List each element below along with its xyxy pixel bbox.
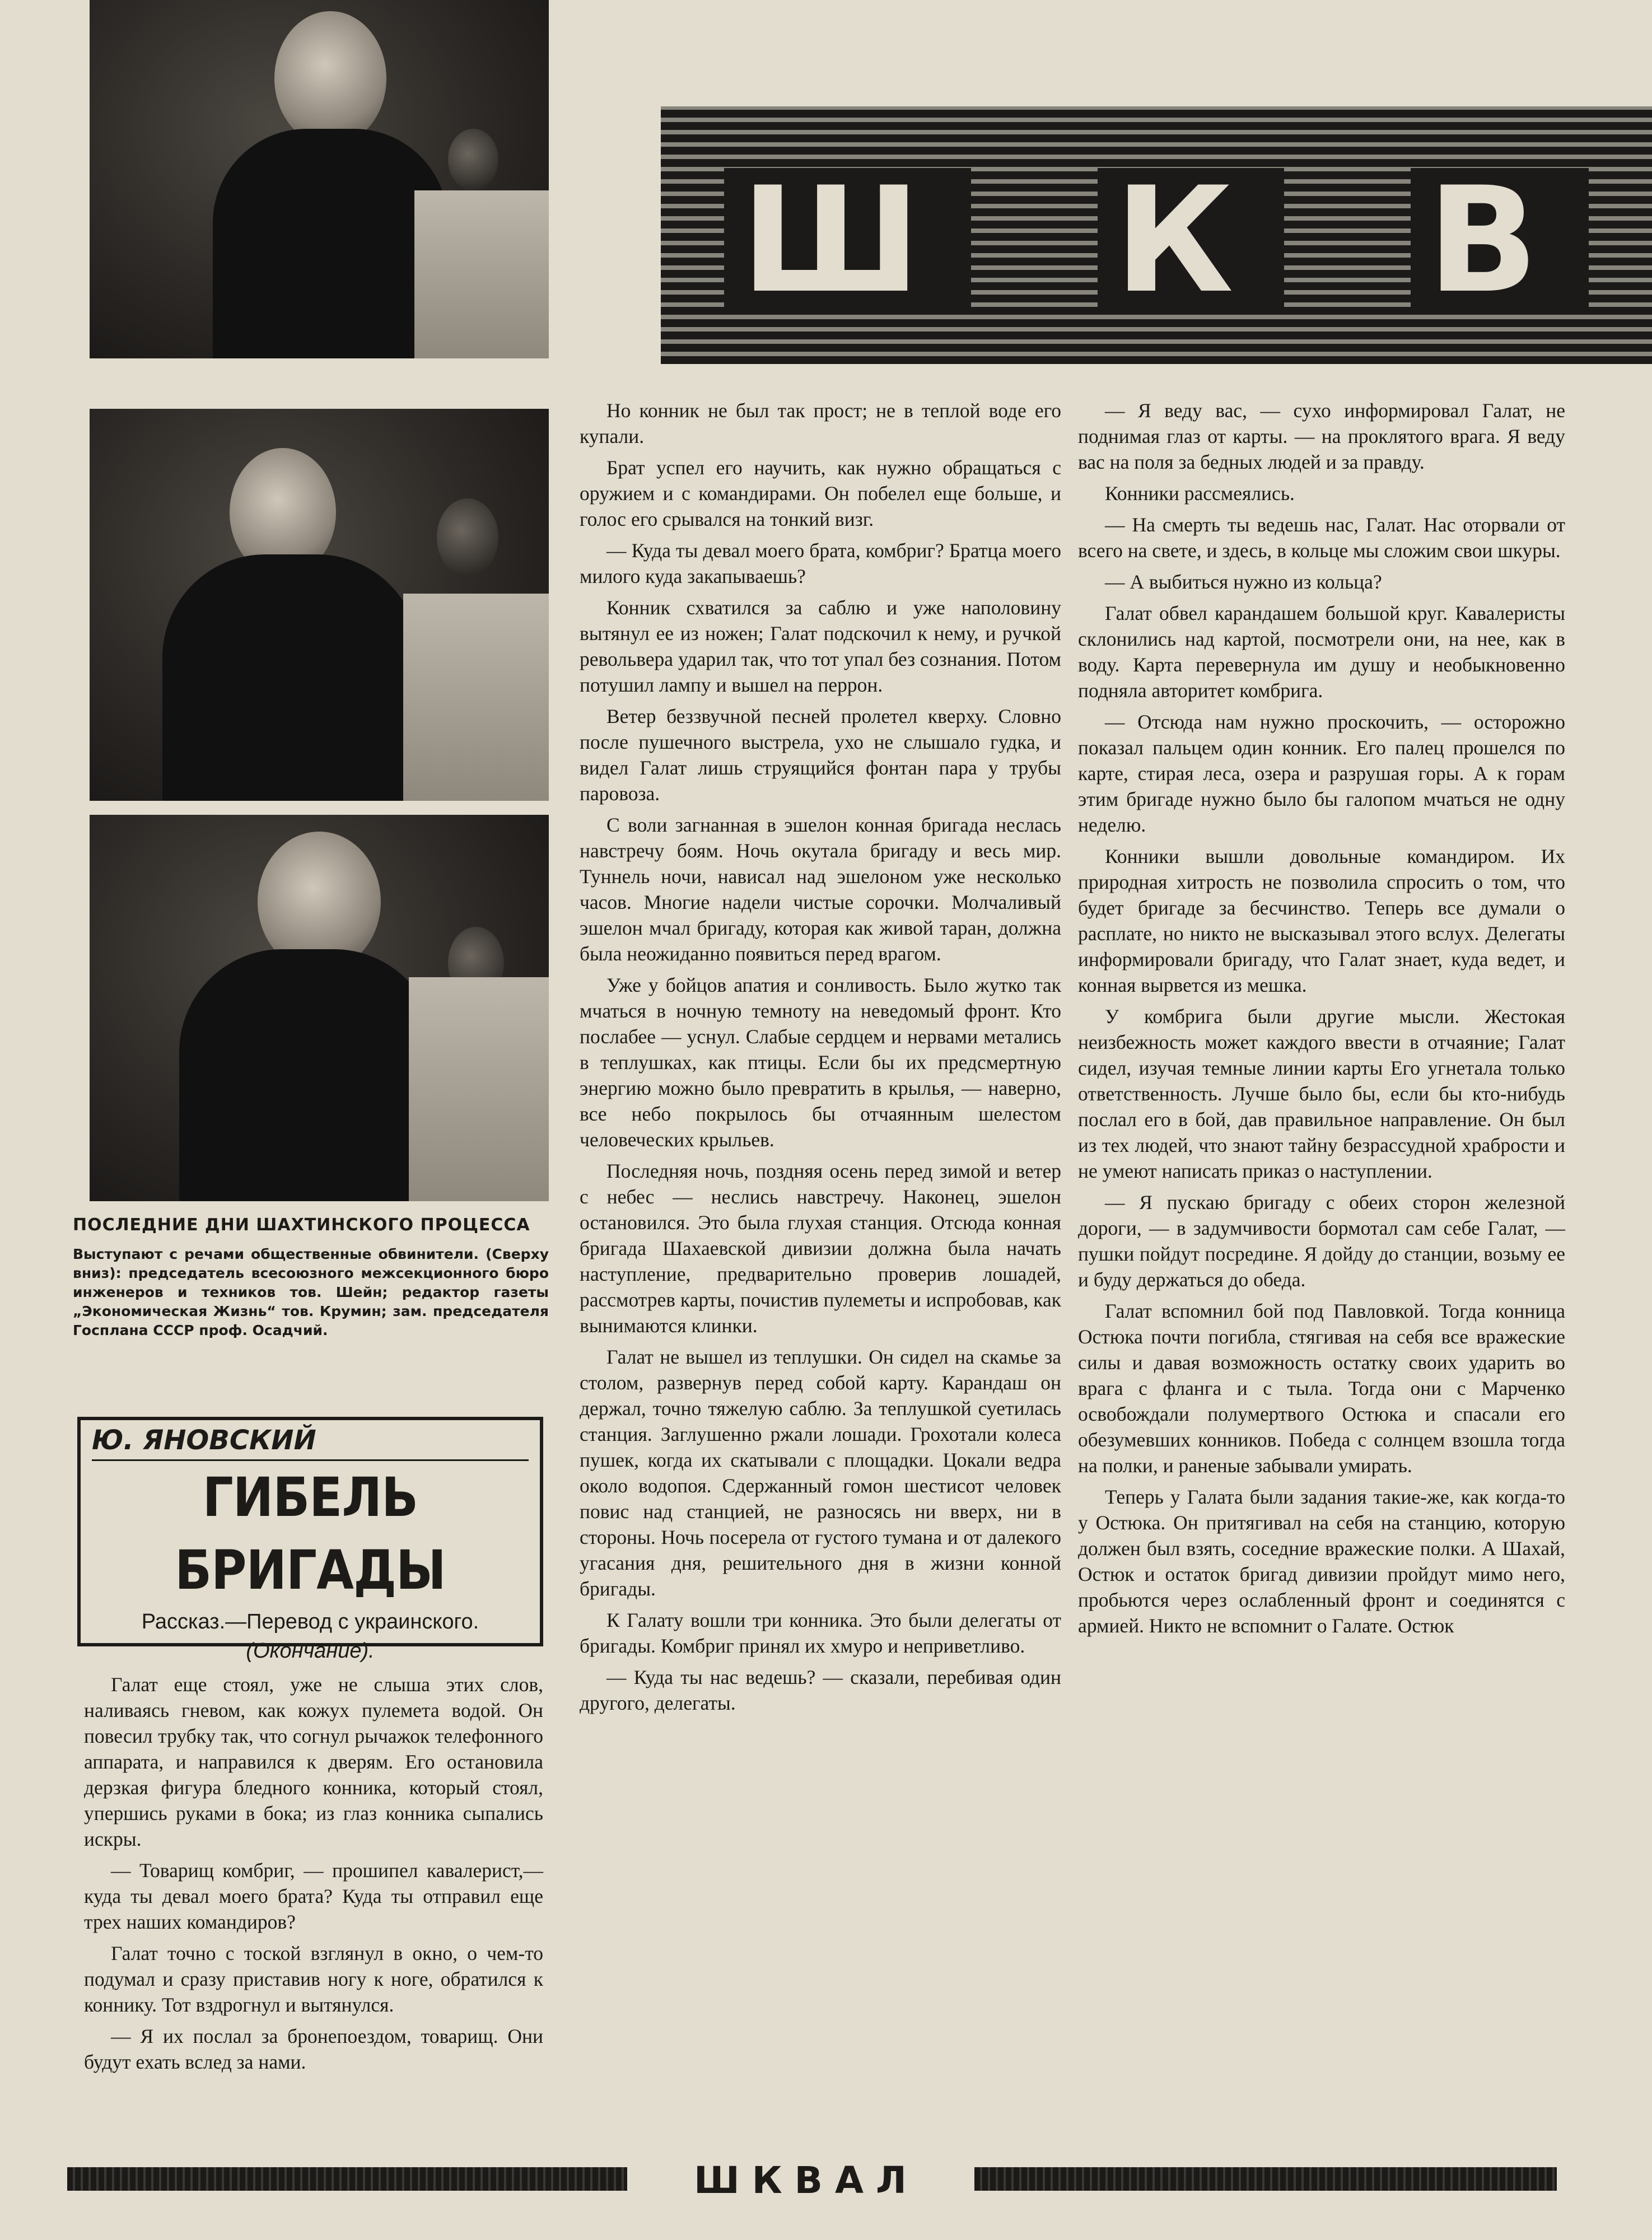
podium: [414, 190, 549, 358]
paragraph: Галат обвел карандашем большой круг. Кавалеристы склонились над картой, посмотрели они, на нее, как в воду. Карта перевернула им душу и необыкновенно подняла авторитет комбрига.: [1078, 602, 1565, 702]
story-note: (Окончание).: [246, 1639, 375, 1663]
paragraph: — Я их послал за бронепоездом, товарищ. Они будут ехать вслед за нами.: [84, 2025, 543, 2073]
caption-title: ПОСЛЕДНИЕ ДНИ ШАХТИНСКОГО ПРОЦЕССА: [73, 1215, 530, 1235]
speaker-head: [274, 11, 386, 146]
lamp: [448, 129, 498, 190]
story-author: Ю. ЯНОВСКИЙ: [92, 1425, 529, 1461]
paragraph: Конники вышли довольные командиром. Их природная хитрость не позволила спросить о том, что будет бригаде за бесчинство. Теперь все думали о расплате, но никто не высказывал этого вслух. Делегаты информировали бригаду, что Галат знает, куда ведет, и конная вырвется из мешка.: [1078, 845, 1565, 996]
story-subtitle: Рассказ.—Перевод с украинского.: [141, 1610, 479, 1634]
paragraph: — Я пускаю бригаду с обеих сторон железной дороги, — в задумчивости бормотал сам себе Галат, — пушки пойдут посредине. Я дойду до станции, возьму ее и буду держаться до обеда.: [1078, 1191, 1565, 1291]
text-column-3: [1078, 398, 1565, 1644]
paragraph: Галат не вышел из теплушки. Он сидел на скамье за столом, развернув перед собой карту. Карандаш он держал, точно тяжелую саблю. За теплушкой суетилась станция. Заглушенно ржали лошади. Грохотали колеса пушек, когда их скатывали с площадки. Цокали ведра около водопоя. Сдержанный гомон шестисот человек повис над станцией, не разносясь ни вверх, ни в стороны. Ночь посерела от густого тумана и от далекого угасания дня, решительного дня в жизни конной бригады.: [580, 1346, 1061, 1600]
paragraph: Последняя ночь, поздняя осень перед зимой и ветер с небес — неслись навстречу. Наконец, эшелон остановился. Это была глухая станция. Отсюда конная бригада Шахаевской дивизии должна была начать наступление, предварительно проверив лошадей, рассмотрев карты, почистив пулеметы и испробовав, как вынимаются клинки.: [580, 1160, 1061, 1337]
paragraph: — Отсюда нам нужно проскочить, — осторожно показал пальцем один конник. Его палец прошелся по карте, стирая леса, озера и разрушая горы. А к горам этим бригаде нужно было бы галопом мчаться не одну неделю.: [1078, 711, 1565, 836]
paragraph: Брат успел его научить, как нужно обращаться с оружием и с командирами. Он побелел еще больше, и голос его срывался на тонкий визг.: [580, 456, 1061, 530]
text-column-2: [580, 398, 1061, 1721]
speaker-body: [162, 554, 420, 801]
footer-ornament-right: [974, 2167, 1557, 2191]
masthead-letters: [661, 156, 1652, 325]
paragraph: Галат вспомнил бой под Павловкой. Тогда конница Остюка почти погибла, стягивая на себя все вражеские силы и давая возможность остатку своих ударить во врага с фланга и с тыла. Тогда они с Марченко освобождали полумертвого Остюка и спасали его обезумевших конников. Победа с солнцем взошла тогда на полки, и раненые забывали умирать.: [1078, 1300, 1565, 1477]
paragraph: Ветер беззвучной песней пролетел кверху. Словно после пушечного выстрела, ухо не слышало гудка, и видел Галат лишь струящийся фонтан пара у трубы паровоза.: [580, 705, 1061, 805]
paragraph: Теперь у Галата были задания такие-же, как когда-то у Остюка. Он притягивал на себя на станцию, которую должен был взять, соседние вражеские полки. А Шахай, Остюк и остаток бригад дивизии пройдут мимо него, пробьются через ослабленный фронт и соединятся с армией. Никто не вспомнит о Галате. Остюк: [1078, 1486, 1565, 1637]
masthead-logo: [661, 106, 1652, 364]
paragraph: — Товарищ комбриг, — прошипел кавалерист,—куда ты девал моего брата? Куда ты отправил еще трех наших командиров?: [84, 1859, 543, 1933]
footer-magazine-name: ШКВАЛ: [694, 2159, 919, 2202]
paragraph: Конники рассмеялись.: [1105, 482, 1295, 505]
paragraph: — Куда ты нас ведешь? — сказали, перебивая один другого, делегаты.: [580, 1666, 1061, 1714]
paragraph: У комбрига были другие мысли. Жестокая неизбежность может каждого ввести в отчаяние; Галат сидел, изучая темные линии карты Его угнетала только ответственность. Лучше было бы, если бы кто-нибудь послал его в бой, дав правильное направление. Он был из тех людей, что знают тайну безрассудной храбрости и не умеют написать приказ о наступлении.: [1078, 1005, 1565, 1182]
speaker-body: [213, 129, 448, 358]
paragraph: Конник схватился за саблю и уже наполовину вытянул ее из ножен; Галат подскочил к нему, и ручкой револьвера ударил так, что тот упал без сознания. Потом потушил лампу и вышел на перрон.: [580, 596, 1061, 696]
speaker-body: [179, 949, 437, 1201]
masthead-letter: В: [1411, 168, 1589, 314]
masthead-letter: К: [1098, 168, 1284, 314]
paragraph: — На смерть ты ведешь нас, Галат. Нас оторвали от всего на свете, и здесь, в кольце мы сложим свои шкуры.: [1078, 514, 1565, 562]
paragraph: Но конник не был так прост; не в теплой воде его купали.: [580, 399, 1061, 447]
story-title: ГИБЕЛЬ БРИГАДЫ: [175, 1466, 446, 1602]
photo-middle: [90, 409, 549, 801]
paragraph: — Куда ты девал моего брата, комбриг? Братца моего милого куда закапываешь?: [580, 539, 1061, 587]
photo-bottom: [90, 815, 549, 1201]
paragraph: — А выбиться нужно из кольца?: [1105, 571, 1382, 593]
paragraph: Галат точно с тоской взглянул в окно, о чем-то подумал и сразу приставив ногу к ноге, обратился к коннику. Тот вздрогнул и вытянулся.: [84, 1942, 543, 2016]
photo-caption: [73, 1215, 549, 1340]
paragraph: С воли загнанная в эшелон конная бригада неслась навстречу боям. Ночь окутала бригаду и весь мир. Туннель ночи, нависал над эшелоном уже несколько часов. Многие надели чистые сорочки. Молчаливый эшелон мчал бригаду, которая как живой таран, должна была неожиданно появиться перед врагом.: [580, 814, 1061, 965]
page-footer: [67, 2159, 1557, 2202]
paragraph: — Я веду вас, — сухо информировал Галат, не поднимая глаз от карты. — на проклятого врага. Я веду вас на поля за бедных людей и за правду.: [1078, 399, 1565, 473]
footer-ornament-left: [67, 2167, 627, 2191]
paragraph: Галат еще стоял, уже не слыша этих слов, наливаясь гневом, как кожух пулемета водой. Он повесил трубку так, что согнул рычажок телефонного аппарата, и направился к дверям. Его остановила дерзкая фигура бледного конника, который стоял, упершись руками в бока; из глаз конника сыпались искры.: [84, 1673, 543, 1850]
podium: [409, 977, 549, 1201]
paragraph: Уже у бойцов апатия и сонливость. Было жутко так мчаться в ночную темноту на неведомый фронт. Кто послабее — уснул. Слабые сердцем и нервами метались в теплушках, как птицы. Если бы их предсмертную энергию можно было превратить в крылья, — наверно, все небо покрылось бы отчаянным шелестом человеческих крыльев.: [580, 974, 1061, 1151]
podium: [403, 594, 549, 801]
masthead-letter: Ш: [724, 168, 971, 314]
photo-top: [90, 0, 549, 358]
paragraph: К Галату вошли три конника. Это были делегаты от бригады. Комбриг принял их хмуро и неприветливо.: [580, 1609, 1061, 1657]
lamp: [437, 498, 498, 577]
caption-body: Выступают с речами общественные обвинители. (Сверху вниз): председатель всесоюзного межсекционного бюро инженеров и техников тов. Шейн; редактор газеты „Экономическая Жизнь“ тов. Крумин; зам. председателя Госплана СССР проф. Осадчий.: [73, 1246, 549, 1338]
story-title-box: [77, 1417, 543, 1663]
text-column-1: [84, 1672, 543, 2080]
